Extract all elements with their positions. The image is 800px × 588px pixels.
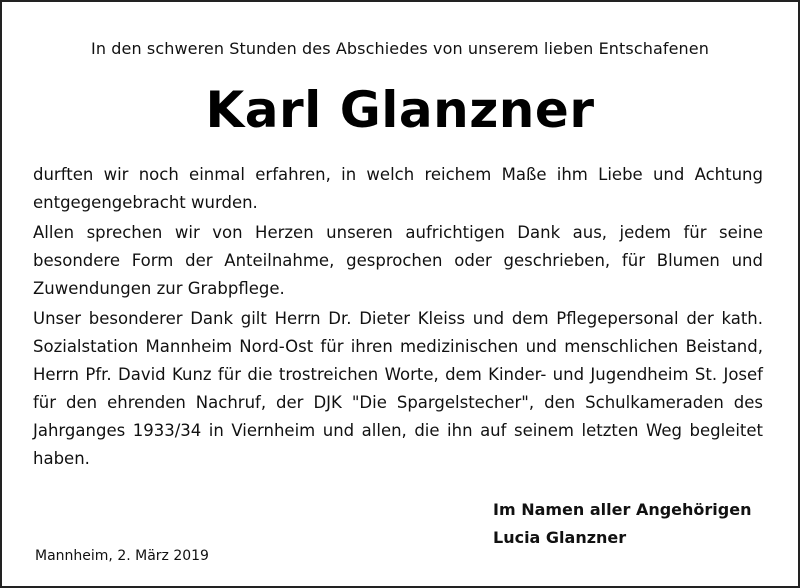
paragraph: Unser besonderer Dank gilt Herrn Dr. Dieter Kleiss und dem Pflegepersonal der kath. Sozialstation Mannheim Nord-Ost für ihren medizinischen und menschlichen Beistand, Herrn Pfr. David Kunz für die trostreichen Worte, dem Kinder- und Jugendheim St. Josef für den ehrenden Nachruf, der DJK "Die Spargelstecher", den Schulkameraden des Jahrganges 1933/34 in Viernheim und allen, die ihn auf seinem letzten Weg begleitet haben. [33, 309, 763, 468]
signature-block [493, 496, 751, 552]
paragraph: Allen sprechen wir von Herzen unseren aufrichtigen Dank aus, jedem für seine besondere Form der Anteilnahme, gesprochen oder geschrieben, für Blumen und Zuwendungen zur Grabpflege. [33, 223, 763, 298]
paragraph: durften wir noch einmal erfahren, in welch reichem Maße ihm Liebe und Achtung entgegengebracht wurden. [33, 165, 763, 212]
deceased-name: Karl Glanzner [205, 81, 595, 139]
thanks-text [33, 161, 763, 475]
signature-line-family: Im Namen aller Angehörigen [493, 500, 752, 519]
intro-line: In den schweren Stunden des Abschiedes von unserem lieben Entschafenen [91, 39, 709, 58]
place-and-date: Mannheim, 2. März 2019 [35, 548, 209, 564]
signature-line-name: Lucia Glanzner [493, 528, 627, 547]
